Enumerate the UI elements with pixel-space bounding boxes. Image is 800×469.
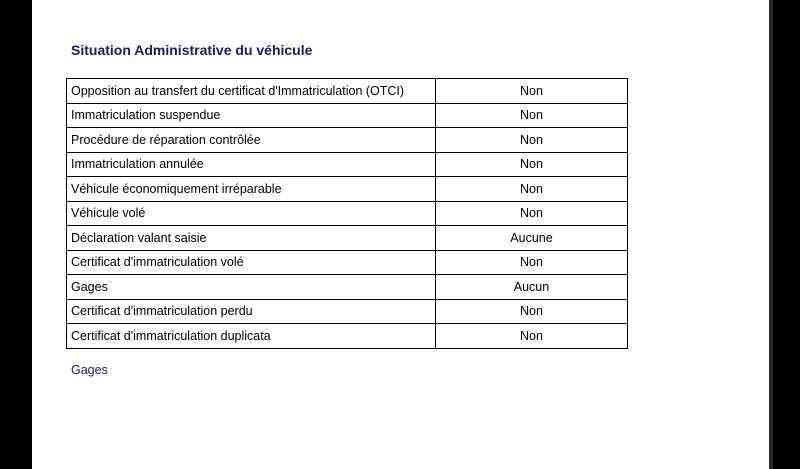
table-row xyxy=(67,324,628,349)
table-row xyxy=(67,128,628,153)
row-value: Aucun xyxy=(436,275,628,300)
vehicle-status-table xyxy=(66,78,628,349)
row-label: Immatriculation annulée xyxy=(67,152,436,177)
row-value: Non xyxy=(436,201,628,226)
table-row xyxy=(67,201,628,226)
row-value: Non xyxy=(436,128,628,153)
table-row xyxy=(67,226,628,251)
row-label: Véhicule économiquement irréparable xyxy=(67,177,436,202)
table-row xyxy=(67,275,628,300)
row-value: Non xyxy=(436,103,628,128)
row-label: Certificat d'immatriculation perdu xyxy=(67,299,436,324)
row-label: Certificat d'immatriculation duplicata xyxy=(67,324,436,349)
page-edge-divider xyxy=(769,0,773,469)
table-row xyxy=(67,152,628,177)
table-row xyxy=(67,299,628,324)
document-page xyxy=(32,0,769,469)
table-row xyxy=(67,103,628,128)
row-label: Procédure de réparation contrôlée xyxy=(67,128,436,153)
row-label: Certificat d'immatriculation volé xyxy=(67,250,436,275)
table-row xyxy=(67,250,628,275)
row-label: Opposition au transfert du certificat d'Immatriculation (OTCI) xyxy=(67,79,436,104)
row-value: Non xyxy=(436,250,628,275)
row-value: Non xyxy=(436,152,628,177)
row-value: Aucune xyxy=(436,226,628,251)
row-label: Immatriculation suspendue xyxy=(67,103,436,128)
section-title: Situation Administrative du véhicule xyxy=(71,42,313,58)
row-value: Non xyxy=(436,79,628,104)
row-label: Déclaration valant saisie xyxy=(67,226,436,251)
row-value: Non xyxy=(436,324,628,349)
row-label: Véhicule volé xyxy=(67,201,436,226)
row-label: Gages xyxy=(67,275,436,300)
gages-section-link[interactable]: Gages xyxy=(71,363,108,377)
row-value: Non xyxy=(436,299,628,324)
table-row xyxy=(67,79,628,104)
table-row xyxy=(67,177,628,202)
row-value: Non xyxy=(436,177,628,202)
